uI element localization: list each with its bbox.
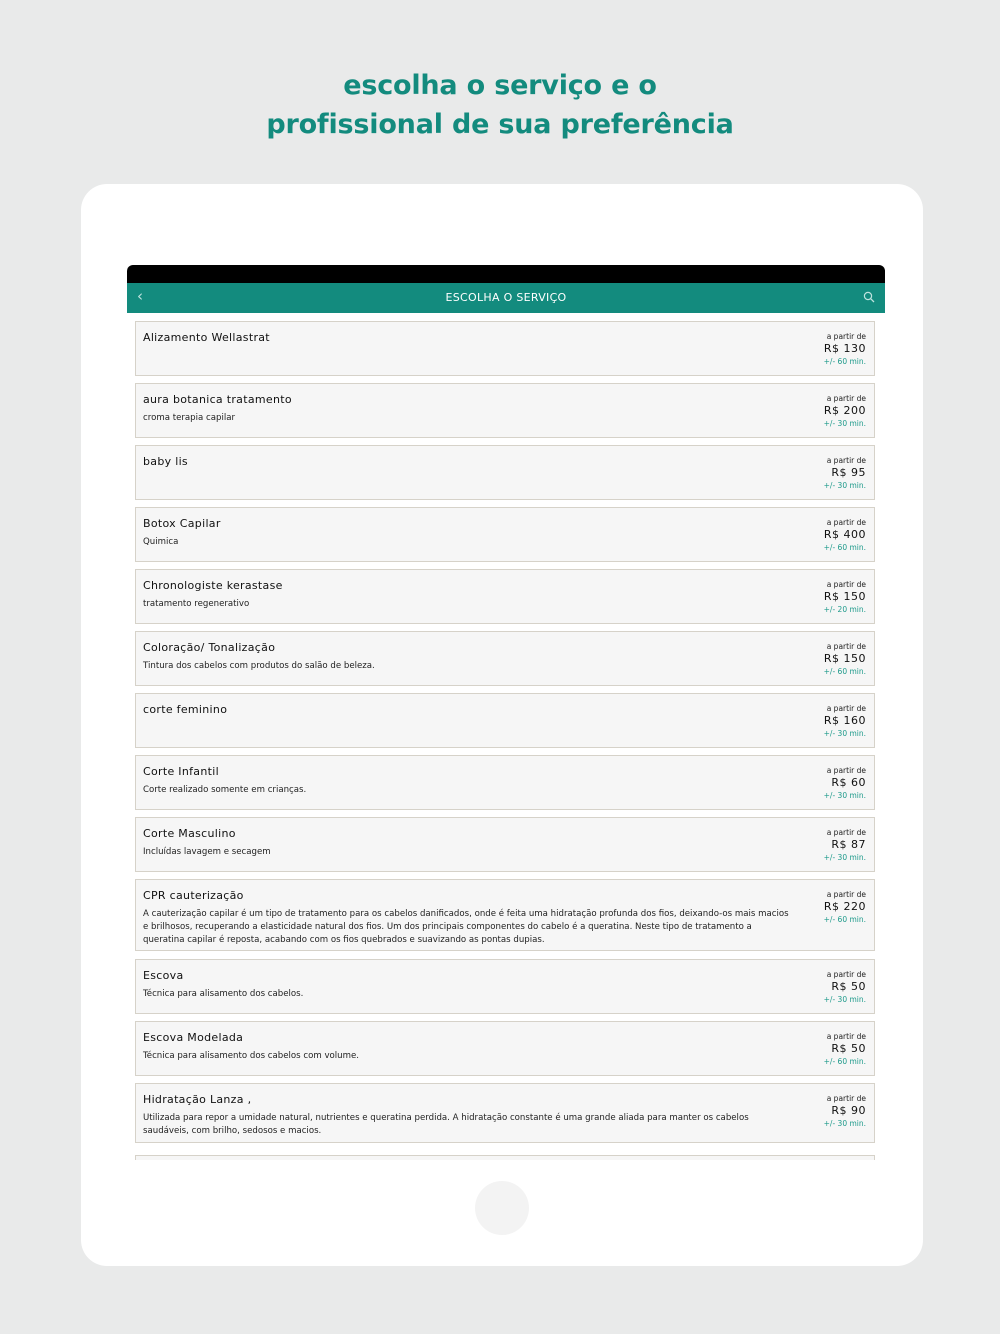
price-box: [796, 456, 866, 491]
service-card[interactable]: [135, 693, 875, 748]
service-description: A cauterização capilar é um tipo de tratamento para os cabelos danificados, onde é feita uma hidratação profunda dos fios, deixando-os mais macios e brilhosos, recuperando a elasticidade natural dos fios. Um dos principais componentes do cabelo é a queratina. Neste tipo de tratamento a queratina capilar é reposta, acabando com os fios quebrados e suavizando as pontas dupias.: [143, 909, 789, 945]
service-name: Hidratação Lanza ,: [143, 1093, 252, 1106]
price-box: [796, 890, 866, 925]
price-label: a partir de: [826, 970, 866, 979]
service-card[interactable]: [135, 383, 875, 438]
service-name: Corte Masculino: [143, 827, 236, 840]
price-box: [796, 766, 866, 801]
chevron-left-icon[interactable]: ‹: [137, 287, 144, 305]
service-name: Escova Modelada: [143, 1031, 244, 1044]
service-card[interactable]: [135, 755, 875, 810]
price-box: [796, 518, 866, 553]
price-label: a partir de: [826, 890, 866, 899]
service-price: R$ 150: [823, 652, 866, 665]
service-price: R$ 200: [823, 404, 866, 417]
status-bar: [127, 265, 885, 283]
search-icon[interactable]: [863, 291, 875, 303]
service-name: Botox Capilar: [143, 517, 221, 530]
price-label: a partir de: [826, 704, 866, 713]
service-price: R$ 150: [823, 590, 866, 603]
service-name: CPR cauterização: [143, 889, 244, 902]
price-box: [796, 332, 866, 367]
price-label: a partir de: [826, 642, 866, 651]
service-price: R$ 90: [831, 1104, 866, 1117]
price-label: a partir de: [826, 1094, 866, 1103]
service-duration: +/- 30 min.: [823, 729, 866, 738]
price-label: a partir de: [826, 332, 866, 341]
headline-line-2: profissional de sua preferência: [266, 109, 734, 140]
price-box: [796, 394, 866, 429]
service-description: Corte realizado somente em crianças.: [143, 785, 307, 795]
price-box: [796, 642, 866, 677]
service-name: Alizamento Wellastrat: [143, 331, 270, 344]
service-duration: +/- 60 min.: [823, 915, 866, 924]
service-name: Coloração/ Tonalização: [143, 641, 276, 654]
service-card[interactable]: [135, 817, 875, 872]
headline-line-1: escolha o serviço e o: [343, 70, 657, 101]
service-name: Chronologiste kerastase: [143, 579, 283, 592]
price-label: a partir de: [826, 766, 866, 775]
service-card[interactable]: [135, 1021, 875, 1076]
price-label: a partir de: [826, 518, 866, 527]
service-duration: +/- 60 min.: [823, 357, 866, 366]
price-box: [796, 828, 866, 863]
service-description: Técnica para alisamento dos cabelos.: [143, 989, 304, 999]
service-price: R$ 50: [831, 1042, 866, 1055]
service-name: baby lis: [143, 455, 188, 468]
price-label: a partir de: [826, 456, 866, 465]
tablet-frame: [81, 184, 923, 1266]
price-label: a partir de: [826, 394, 866, 403]
service-duration: +/- 30 min.: [823, 481, 866, 490]
service-description: Utilizada para repor a umidade natural, nutrientes e queratina perdida. A hidratação constante é uma grande aliada para manter os cabelos saudáveis, com brilho, sedosos e macios.: [143, 1113, 749, 1136]
service-price: R$ 130: [823, 342, 866, 355]
service-duration: +/- 60 min.: [823, 543, 866, 552]
service-duration: +/- 60 min.: [823, 1057, 866, 1066]
service-card[interactable]: [135, 959, 875, 1014]
price-label: a partir de: [826, 1032, 866, 1041]
service-card[interactable]: [135, 507, 875, 562]
service-duration: +/- 30 min.: [823, 995, 866, 1004]
price-box: [796, 580, 866, 615]
price-label: a partir de: [826, 828, 866, 837]
service-price: R$ 400: [823, 528, 866, 541]
app-screen: [127, 265, 885, 1160]
service-price: R$ 60: [831, 776, 866, 789]
nav-bar: [127, 283, 885, 313]
home-button[interactable]: [475, 1181, 529, 1235]
service-card[interactable]: [135, 879, 875, 951]
service-duration: +/- 30 min.: [823, 1119, 866, 1128]
price-label: a partir de: [826, 580, 866, 589]
service-card-partial[interactable]: [135, 1155, 875, 1160]
price-box: [796, 1032, 866, 1067]
service-description: tratamento regenerativo: [143, 599, 250, 609]
service-description: Incluídas lavagem e secagem: [143, 847, 271, 857]
service-price: R$ 87: [831, 838, 866, 851]
service-name: Escova: [143, 969, 184, 982]
marketing-headline: [0, 66, 1000, 144]
service-name: Corte Infantil: [143, 765, 219, 778]
service-duration: +/- 20 min.: [823, 605, 866, 614]
service-description: Tintura dos cabelos com produtos do salão de beleza.: [143, 661, 375, 671]
service-card[interactable]: [135, 445, 875, 500]
price-box: [796, 1094, 866, 1129]
service-name: aura botanica tratamento: [143, 393, 292, 406]
price-box: [796, 704, 866, 739]
service-price: R$ 95: [831, 466, 866, 479]
service-description: croma terapia capilar: [143, 413, 236, 423]
service-description: Quimica: [143, 537, 179, 547]
nav-title: ESCOLHA O SERVIÇO: [445, 291, 567, 304]
service-price: R$ 160: [823, 714, 866, 727]
service-price: R$ 220: [823, 900, 866, 913]
service-card[interactable]: [135, 569, 875, 624]
service-name: corte feminino: [143, 703, 228, 716]
service-card[interactable]: [135, 1083, 875, 1143]
service-description: Técnica para alisamento dos cabelos com volume.: [143, 1051, 360, 1061]
service-duration: +/- 60 min.: [823, 667, 866, 676]
price-box: [796, 970, 866, 1005]
service-duration: +/- 30 min.: [823, 419, 866, 428]
service-card[interactable]: [135, 321, 875, 376]
service-card[interactable]: [135, 631, 875, 686]
service-price: R$ 50: [831, 980, 866, 993]
service-duration: +/- 30 min.: [823, 791, 866, 800]
service-duration: +/- 30 min.: [823, 853, 866, 862]
